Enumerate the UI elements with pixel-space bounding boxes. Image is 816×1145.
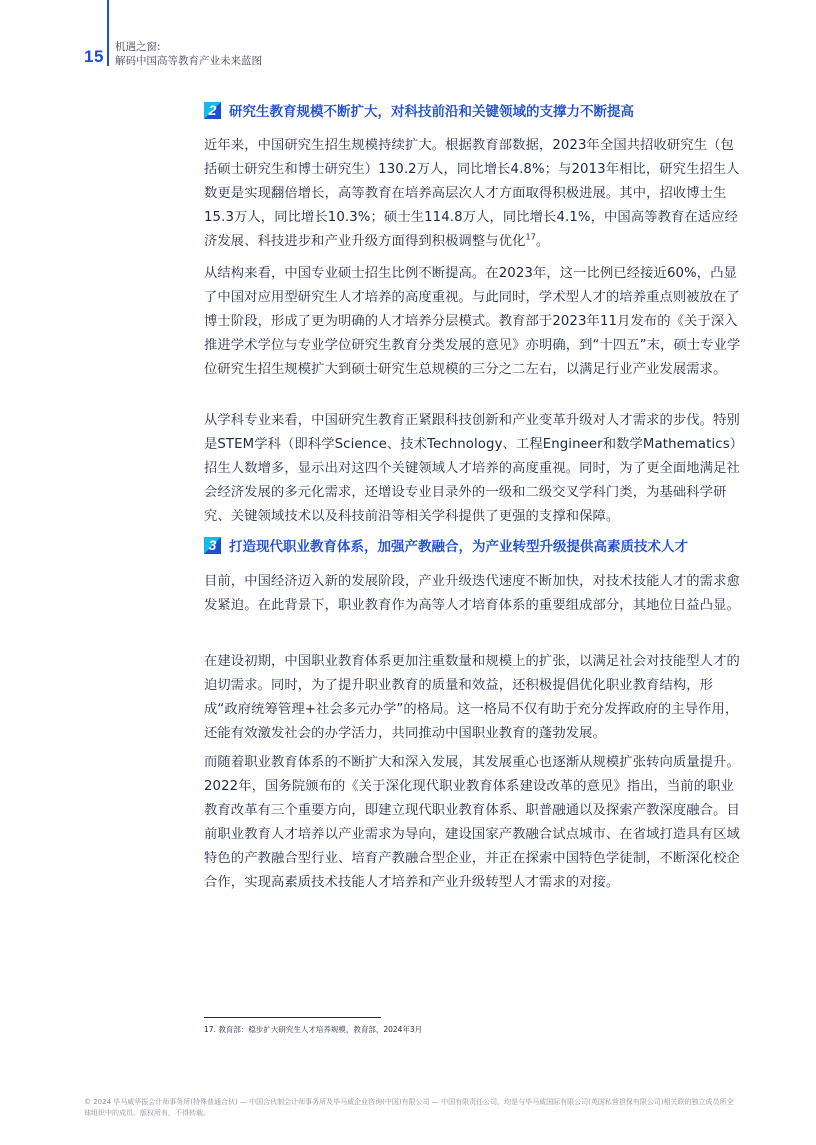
section-3-title: 打造现代职业教育体系，加强产教融合，为产业转型升级提供高素质技术人才 [229,539,688,555]
footnote-ref-17: 17 [525,232,536,242]
section-2-heading [204,100,634,120]
footnote-text: 教育部：稳步扩大研究生人才培养规模，教育部，2024年3月 [218,1025,423,1034]
running-header [115,40,262,68]
section-2-paragraph-1: 近年来，中国研究生招生规模持续扩大。根据教育部数据，2023年全国共招收研究生（包括硕士研究生和博士研究生）130.2万人，同比增长4.8%；与2013年相比，研究生招生人数更是实现翻倍增长，高等教育在培养高层次人才方面取得积极进展。其中，招收博士生15.3万人，同比增长10.3%；硕士生114.8万人，同比增长4.1%，中国高等教育在适应经济发展、科技进步和产业升级方面得到积极调整与优化$^{17}$。 [204,138,740,249]
section-3-paragraph-3: 而随着职业教育体系的不断扩大和深入发展，其发展重心也逐渐从规模扩张转向质量提升。2022年，国务院颁布的《关于深化现代职业教育体系建设改革的意见》指出，当前的职业教育改革有三个重要方向，即建立现代职业教育体系、职普融通以及探索产教深度融合。目前职业教育人才培养以产业需求为导向，建设国家产教融合试点城市、在省域打造具有区域特色的产教融合型行业、培育产教融合型企业，并正在探索中国特色学徒制，不断深化校企合作，实现高素质技术技能人才培养和产业升级转型人才需求的对接。 [204,755,740,890]
section-3-paragraph-1: 目前，中国经济迈入新的发展阶段，产业升级迭代速度不断加快，对技术技能人才的需求愈发紧迫。在此背景下，职业教育作为高等人才培育体系的重要组成部分，其地位日益凸显。 [204,574,740,613]
section-2-paragraph-2: 从结构来看，中国专业硕士招生比例不断提高。在2023年，这一比例已经接近60%，凸显了中国对应用型研究生人才培养的高度重视。与此同时，学术型人才的培养重点则被放在了博士阶段，形成了更为明确的人才培养分层模式。教育部于2023年11月发布的《关于深入推进学术学位与专业学位研究生教育分类发展的意见》亦明确，到“十四五”末，硕士专业学位研究生招生规模扩大到硕士研究生总规模的三分之二左右，以满足行业产业发展需求。 [204,266,741,377]
section-2-number-icon: 2 [204,102,221,119]
section-3-number-icon: 3 [204,537,221,554]
section-3-paragraph-2: 在建设初期，中国职业教育体系更加注重数量和规模上的扩张，以满足社会对技能型人才的迫切需求。同时，为了提升职业教育的质量和效益，还积极提倡优化职业教育结构，形成“政府统筹管理+社会多元办学”的格局。这一格局不仅有助于充分发挥政府的主导作用，还能有效激发社会的办学活力，共同推动中国职业教育的蓬勃发展。 [204,654,740,741]
footnote-17 [204,1024,422,1035]
footnote-divider [204,1017,381,1018]
page-number: 15 [84,47,104,66]
section-2-title: 研究生教育规模不断扩大，对科技前沿和关键领域的支撑力不断提高 [229,104,634,120]
section-3-heading [204,535,688,555]
running-header-line2: 解码中国高等教育产业未来蓝图 [115,55,262,67]
footnote-number: 17. [204,1025,216,1034]
running-header-line1: 机遇之窗: [115,41,161,53]
header-divider-line [107,0,109,66]
section-2-paragraph-3: 从学科专业来看，中国研究生教育正紧跟科技创新和产业变革升级对人才需求的步伐。特别是STEM学科（即科学Science、技术Technology、工程Engineer和数学Mathematics）招生人数增多，显示出对这四个关键领域人才培养的高度重视。同时，为了更全面地满足社会经济发展的多元化需求，还增设专业目录外的一级和二级交叉学科门类，为基础科学研究、关键领域技术以及科技前沿等相关学科提供了更强的支撑和保障。 [204,413,744,524]
copyright-notice: © 2024 毕马威华振会计师事务所(特殊普通合伙) — 中国合伙制会计师事务所及毕马威企业咨询(中国)有限公司 — 中国有限责任公司，均是与毕马威国际有限公司(英国私营担保有限公司)相关联的独立成员所全球组织中的成员。版权所有，不得转载。 [84,1098,734,1117]
